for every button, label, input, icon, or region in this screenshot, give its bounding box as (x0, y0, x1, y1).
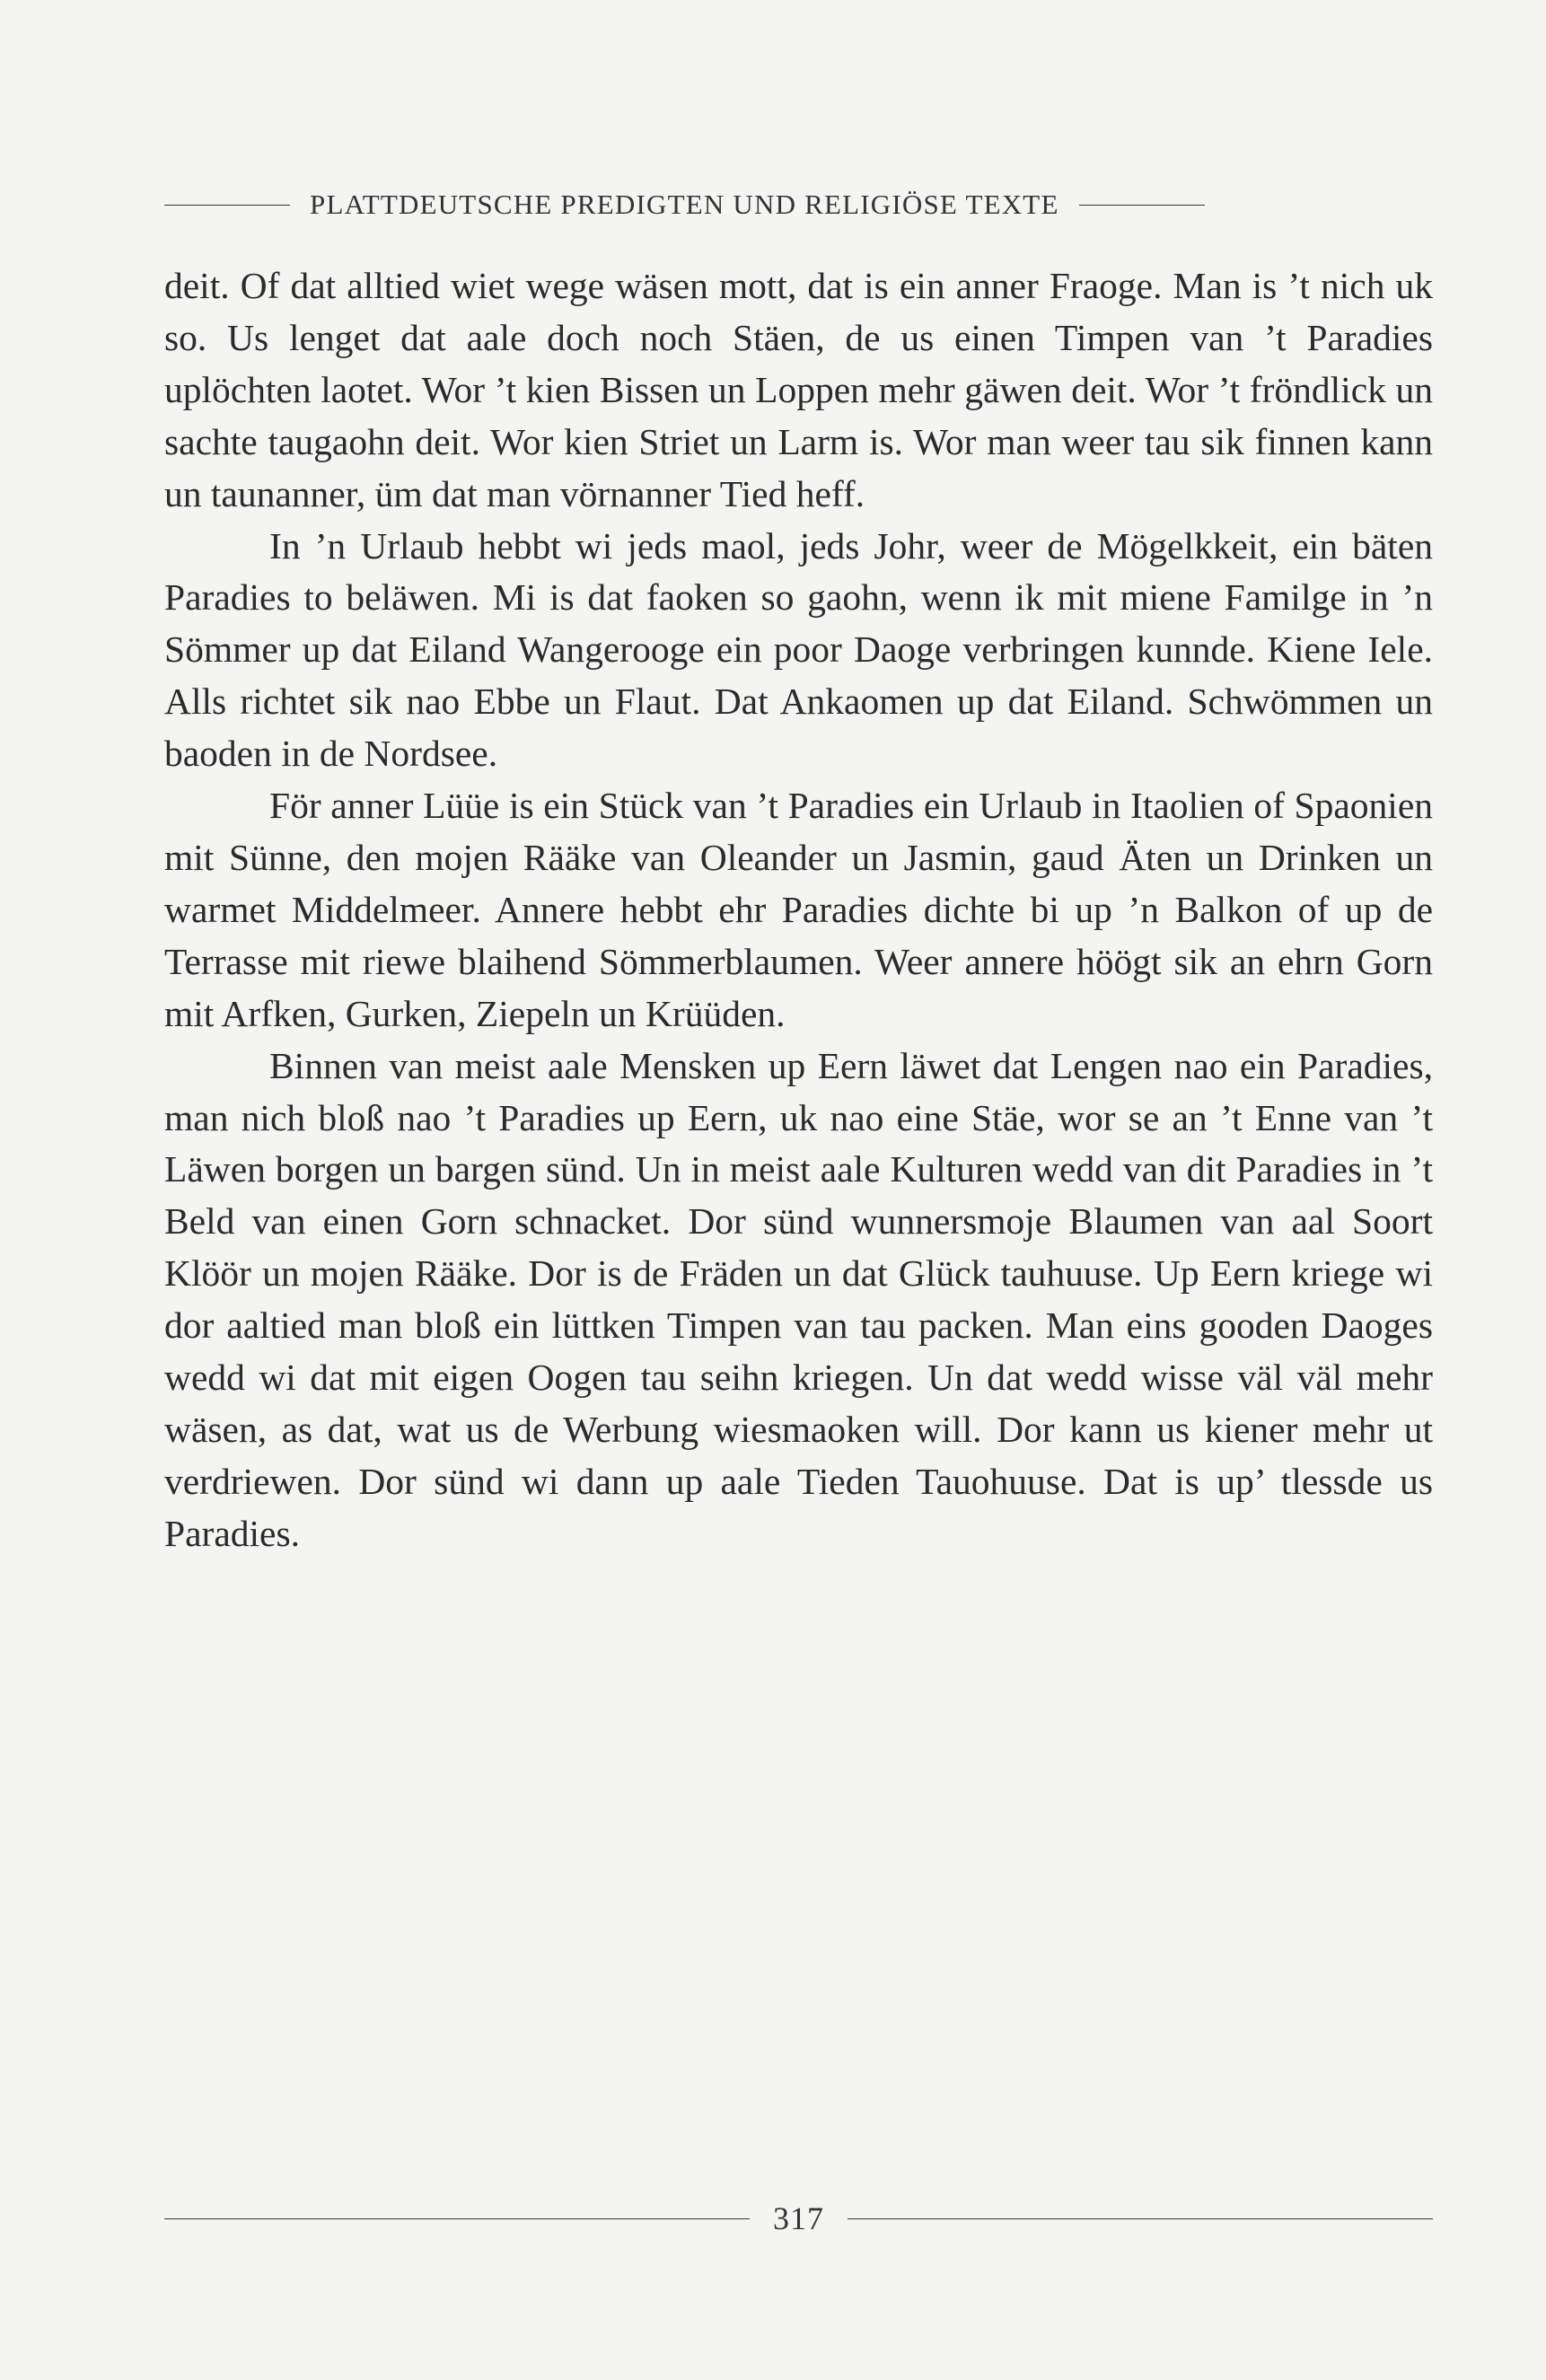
paragraph: deit. Of dat alltied wiet wege wäsen mott, dat is ein anner Fraoge. Man is ’t nich uk so. Us lenget dat aale doch noch Stäen, de us einen Timpen van ’t Paradies uplöchten laotet. Wor ’t kien Bissen un Loppen mehr gäwen deit. Wor ’t fröndlick un sachte taugaohn deit. Wor kien Striet un Larm is. Wor man weer tau sik finnen kann un taunanner, üm dat man vörnanner Tied heff. (164, 265, 1433, 514)
header-rule-left (164, 205, 290, 206)
body-text (164, 260, 1433, 1560)
footer-rule-left (164, 2218, 750, 2219)
running-header (164, 189, 1433, 221)
header-rule-right (1079, 205, 1205, 206)
paragraph: För anner Lüüe is ein Stück van ’t Paradies ein Urlaub in Itaolien of Spaonien mit Sünne, den mojen Rääke van Oleander un Jasmin, gaud Äten un Drinken un warmet Middelmeer. Annere hebbt ehr Paradies dichte bi up ’n Balkon of up de Terrasse mit riewe blaihend Sömmerblaumen. Weer annere höögt sik an ehrn Gorn mit Arfken, Gurken, Ziepeln un Krüüden. (164, 785, 1433, 1034)
paragraph: Binnen van meist aale Mensken up Eern läwet dat Lengen nao ein Paradies, man nich bloß nao ’t Paradies up Eern, uk nao eine Stäe, wor se an ’t Enne van ’t Läwen borgen un bargen sünd. Un in meist aale Kulturen wedd van dit Paradies in ’t Beld van einen Gorn schnacket. Dor sünd wunnersmoje Blaumen van aal Soort Klöör un mojen Rääke. Dor is de Fräden un dat Glück tauhuuse. Up Eern kriege wi dor aaltied man bloß ein lüttken Timpen van tau packen. Man eins gooden Daoges wedd wi dat mit eigen Oogen tau seihn kriegen. Un dat wedd wisse väl väl mehr wäsen, as dat, wat us de Werbung wiesmaoken will. Dor kann us kiener mehr ut verdriewen. Dor sünd wi dann up aale Tieden Tauohuuse. Dat is up’ tlessde us Paradies. (164, 1044, 1433, 1554)
footer-rule-right (848, 2218, 1433, 2219)
page-number: 317 (773, 2200, 824, 2236)
running-header-title: PLATTDEUTSCHE PREDIGTEN UND RELIGIÖSE TEXTE (310, 189, 1059, 220)
paragraph: In ’n Urlaub hebbt wi jeds maol, jeds Johr, weer de Mögelkkeit, ein bäten Paradies to beläwen. Mi is dat faoken so gaohn, wenn ik mit miene Familge in ’n Sömmer up dat Eiland Wangerooge ein poor Daoge verbringen kunnde. Kiene Iele. Alls richtet sik nao Ebbe un Flaut. Dat Ankaomen up dat Eiland. Schwömmen un baoden in de Nordsee. (164, 524, 1433, 775)
page-footer (164, 2200, 1433, 2237)
